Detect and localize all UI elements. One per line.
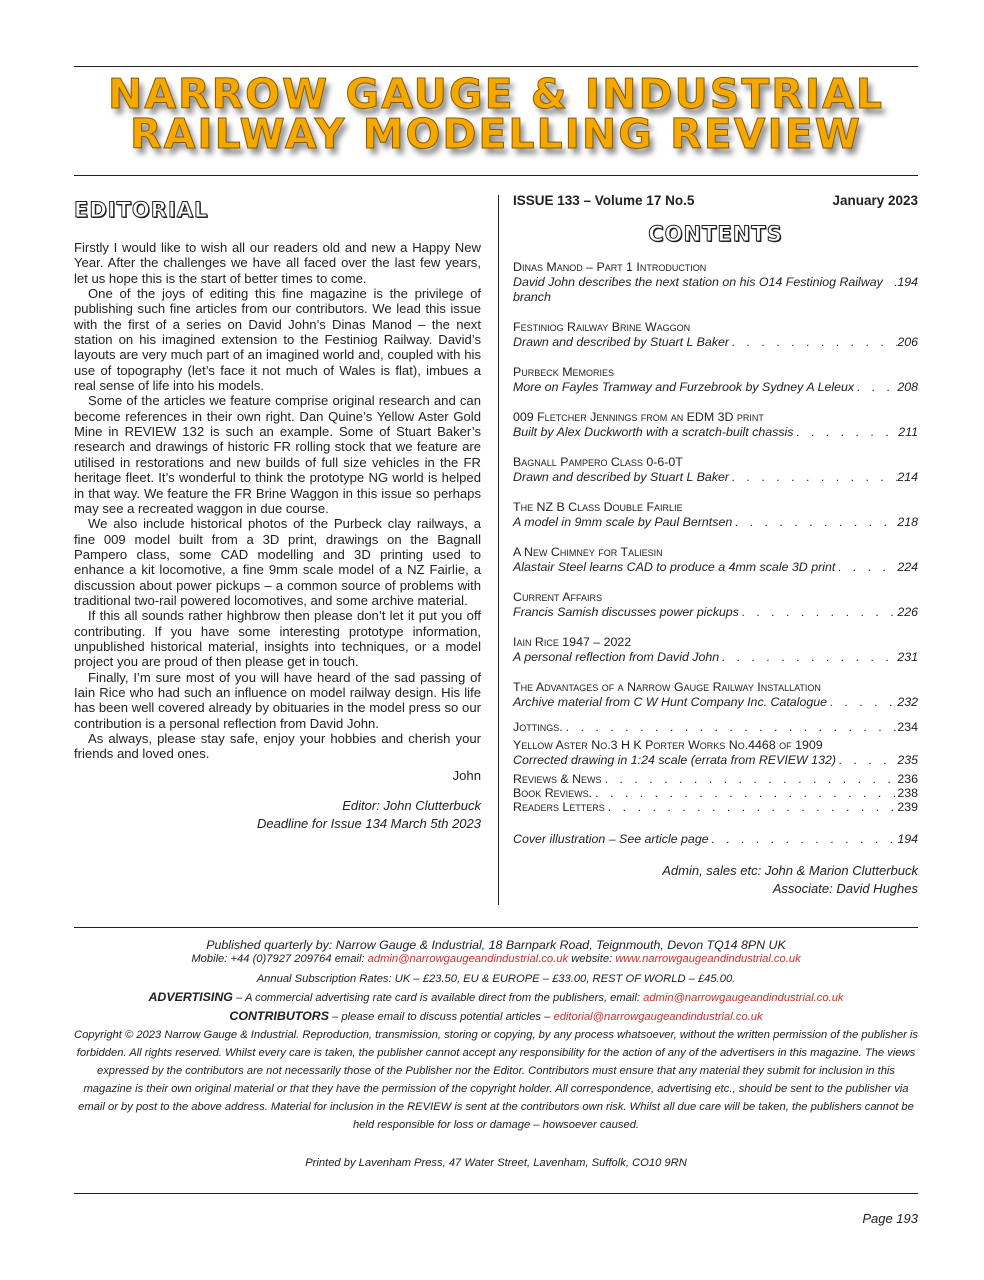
masthead-line-1: NARROW GAUGE & INDUSTRIAL xyxy=(108,70,884,118)
admin-email-link[interactable]: admin@narrowgaugeandindustrial.co.uk xyxy=(367,953,569,965)
toc-desc: A model in 9mm scale by Paul Berntsen xyxy=(513,515,733,529)
deadline: Deadline for Issue 134 March 5th 2023 xyxy=(256,815,481,831)
toc-desc: Corrected drawing in 1:24 scale (errata from REVIEW 132) xyxy=(513,753,836,767)
toc-desc: A personal reflection from David John xyxy=(513,650,720,664)
advertising-line xyxy=(74,988,918,1007)
toc-page: 232 xyxy=(897,695,918,709)
toc-page: 214 xyxy=(897,470,918,484)
toc-item[interactable] xyxy=(513,635,918,665)
toc-page: 206 xyxy=(897,335,918,349)
admin-credits xyxy=(513,862,918,898)
issue-date: January 2023 xyxy=(832,193,918,208)
contributors-label: CONTRIBUTORS xyxy=(229,1009,329,1023)
bottom-rule xyxy=(74,1193,918,1194)
toc-item[interactable] xyxy=(513,260,918,305)
toc-page: 234 xyxy=(897,720,918,734)
toc-desc: David John describes the next station on his O14 Festiniog Railway branch xyxy=(513,275,883,304)
website-label: website: xyxy=(571,953,613,965)
contents-list xyxy=(513,260,918,847)
toc-title: Reviews & News xyxy=(513,772,602,786)
toc-title: Book Reviews. xyxy=(513,786,593,800)
toc-item[interactable] xyxy=(513,320,918,350)
editorial-paragraph: Firstly I would like to wish all our readers old and new a Happy New Year. After the challenges we have all faced over the last few years, let us hope this is the start of better times to come. xyxy=(74,240,481,286)
editorial-heading: EDITORIAL xyxy=(74,198,209,222)
advertising-email-link[interactable]: admin@narrowgaugeandindustrial.co.uk xyxy=(643,992,844,1004)
toc-title: Bagnall Pampero Class 0-6-0T xyxy=(513,455,683,469)
toc-item[interactable] xyxy=(513,590,918,620)
mobile-text: Mobile: +44 (0)7927 209764 email: xyxy=(191,953,365,965)
copyright-notice: Copyright © 2023 Narrow Gauge & Industrial. Reproduction, transmission, storing or copying, by any process whatsoever, without the written permission of the publisher is forbidden. All rights reserved. Whilst every care is taken, the publisher cannot accept any responsibility for the action of any of the advertisers in this magazine. The views expressed by the contributors are not necessarily those of the Publisher nor the Editor. Contributors must ensure that any material they submit for inclusion in this magazine is their own original material or that they have the permission of the copyright holder. All correspondence, advertising etc., should be sent to the publisher via email or by post to the above address. Material for inclusion in the REVIEW is sent at the contributors own risk. Whilst all due care will be taken, the publishers cannot be held responsible for loss or damage – howsoever caused. xyxy=(74,1029,918,1131)
dot-leader xyxy=(719,650,897,665)
toc-title: Festiniog Railway Brine Waggon xyxy=(513,320,691,334)
toc-page: 236 xyxy=(897,772,918,786)
toc-page: 218 xyxy=(897,515,918,529)
dot-leader xyxy=(732,515,897,530)
contributors-line xyxy=(74,1007,918,1026)
toc-desc: Built by Alex Duckworth with a scratch-built chassis xyxy=(513,425,794,439)
advertising-label: ADVERTISING xyxy=(148,990,233,1004)
toc-item[interactable] xyxy=(513,455,918,485)
toc-page: 208 xyxy=(897,380,918,394)
issue-number: ISSUE 133 – Volume 17 No.5 xyxy=(513,193,695,208)
masthead-line-2: RAILWAY MODELLING REVIEW xyxy=(130,110,862,158)
dot-leader xyxy=(729,470,897,485)
page-number: Page 193 xyxy=(862,1211,918,1226)
toc-page: 194 xyxy=(897,832,918,846)
admin-credit: Admin, sales etc: John & Marion Clutterbuck xyxy=(662,863,918,878)
toc-item-book-reviews[interactable] xyxy=(513,786,918,800)
masthead-logo xyxy=(74,70,918,158)
editorial-column xyxy=(74,198,481,833)
editorial-paragraph: As always, please stay safe, enjoy your hobbies and cherish your friends and loved ones. xyxy=(74,731,481,762)
toc-item[interactable] xyxy=(513,500,918,530)
printer-info: Printed by Lavenham Press, 47 Water Street, Lavenham, Suffolk, CO10 9RN xyxy=(305,1157,687,1169)
toc-item-jottings[interactable] xyxy=(513,720,918,734)
editorial-email-link[interactable]: editorial@narrowgaugeandindustrial.co.uk xyxy=(553,1011,763,1023)
toc-desc: Drawn and described by Stuart L Baker xyxy=(513,470,730,484)
publisher-footer xyxy=(74,938,918,1172)
website-link[interactable]: www.narrowgaugeandindustrial.co.uk xyxy=(615,953,801,965)
toc-item[interactable] xyxy=(513,680,918,710)
toc-item[interactable] xyxy=(513,410,918,440)
toc-desc: Francis Samish discusses power pickups xyxy=(513,605,739,619)
toc-page: 231 xyxy=(897,650,918,664)
editorial-signature: John xyxy=(452,767,481,783)
toc-title: Current Affairs xyxy=(513,590,602,604)
contact-line xyxy=(74,953,918,966)
toc-title: Iain Rice 1947 – 2022 xyxy=(513,635,632,649)
issue-info xyxy=(513,193,918,208)
dot-leader xyxy=(739,605,897,620)
advertising-text: – A commercial advertising rate card is available direct from the publishers, email: xyxy=(232,992,644,1004)
toc-title: Jottings. xyxy=(513,720,563,734)
editorial-paragraph: One of the joys of editing this fine magazine is the privilege of publishing such fine articles from our contributors. We lead this issue with the first of a series on David John’s Dinas Manod – the next station on his imagined extension to the Festiniog Railway. David’s layouts are very much part of an imagined world and, coupled with his use of topography (let’s face it not much of Wales is flat), imbues a real sense of life into his models. xyxy=(74,286,481,394)
toc-cover[interactable] xyxy=(513,832,918,847)
masthead-rule xyxy=(74,175,918,176)
toc-page: 239 xyxy=(897,800,918,814)
published-by: Published quarterly by: Narrow Gauge & Industrial, 18 Barnpark Road, Teignmouth, Devon TQ14 8PN UK xyxy=(206,938,786,952)
toc-regulars xyxy=(513,772,918,814)
toc-page: 194 xyxy=(897,275,918,289)
dot-leader xyxy=(854,380,897,395)
editorial-paragraph: Finally, I’m sure most of you will have heard of the sad passing of Iain Rice who had such an influence on model railway design. His life has been well covered already by obituaries in the model press so our contribution is a personal reflection from David John. xyxy=(74,669,481,731)
toc-page: 224 xyxy=(897,560,918,574)
editorial-paragraph: We also include historical photos of the Purbeck clay railways, a fine 009 model built from a 3D print, drawings on the Bagnall Pampero class, some CAD modelling and 3D printing used to enhance a kit locomotive, a fine 9mm scale model of a NZ Fairlie, a discussion about power pickups – a common source of problems with traditional two-rail powered locomotives, and some archive material. xyxy=(74,516,481,608)
subscription-rates: Annual Subscription Rates: UK – £23.50, EU & EUROPE – £33.00, REST OF WORLD – £45.00. xyxy=(256,973,736,985)
dot-leader xyxy=(729,335,897,350)
toc-page: 238 xyxy=(897,786,918,800)
toc-page: 211 xyxy=(898,425,918,439)
dot-leader xyxy=(835,560,897,575)
toc-title: The Advantages of a Narrow Gauge Railway Installation xyxy=(513,680,821,694)
contents-column xyxy=(513,193,918,898)
editorial-body xyxy=(74,240,481,762)
contents-heading: CONTENTS xyxy=(648,222,783,246)
toc-item[interactable] xyxy=(513,365,918,395)
toc-desc: Drawn and described by Stuart L Baker xyxy=(513,335,730,349)
toc-page: 226 xyxy=(897,605,918,619)
column-divider xyxy=(498,195,499,905)
editorial-paragraph: If this all sounds rather highbrow then please don’t let it put you off contributing. If you have some interesting prototype information, unpublished historical material, insights into techniques, or a model project you are proud of then please get in touch. xyxy=(74,608,481,670)
toc-title: Cover illustration – See article page xyxy=(513,832,709,846)
footer-rule xyxy=(74,927,918,928)
toc-item-reviews-news[interactable] xyxy=(513,772,918,786)
toc-desc: More on Fayles Tramway and Furzebrook by Sydney A Leleux xyxy=(513,380,855,394)
toc-title: 009 Fletcher Jennings from an EDM 3D print xyxy=(513,410,764,424)
toc-page: 235 xyxy=(897,753,918,767)
toc-desc: Alastair Steel learns CAD to produce a 4mm scale 3D print xyxy=(513,560,836,574)
toc-title: Readers Letters xyxy=(513,800,605,814)
toc-title: A New Chimney for Taliesin xyxy=(513,545,663,559)
dot-leader xyxy=(794,425,899,440)
editorial-credits xyxy=(74,797,481,833)
toc-item[interactable] xyxy=(513,545,918,575)
dot-leader xyxy=(827,695,897,710)
toc-title: Dinas Manod – Part 1 Introduction xyxy=(513,260,707,274)
toc-title: Yellow Aster No.3 H K Porter Works No.4468 of 1909 xyxy=(513,738,823,752)
editorial-paragraph: Some of the articles we feature comprise original research and can become references in their own right. Dan Quine’s Yellow Aster Gold Mine in REVIEW 132 is such an example. Some of Stuart Baker’s research and drawings of historic FR rolling stock that we feature are utilised in restorations and new builds of full size vehicles in the FR heritage fleet. It’s wonderful to think the prototype NG world is helped in that way. We feature the FR Brine Waggon in this issue so perhaps may see a recreated waggon in due course. xyxy=(74,393,481,516)
toc-title: Purbeck Memories xyxy=(513,365,615,379)
toc-title: The NZ B Class Double Fairlie xyxy=(513,500,683,514)
editor-credit: Editor: John Clutterbuck xyxy=(342,797,481,813)
toc-item-readers-letters[interactable] xyxy=(513,800,918,814)
toc-item-yellow-aster[interactable] xyxy=(513,738,918,768)
associate-credit: Associate: David Hughes xyxy=(772,881,918,896)
toc-desc: Archive material from C W Hunt Company Inc. Catalogue xyxy=(513,695,828,709)
top-rule xyxy=(74,66,918,67)
contributors-text: – please email to discuss potential articles – xyxy=(328,1011,554,1023)
